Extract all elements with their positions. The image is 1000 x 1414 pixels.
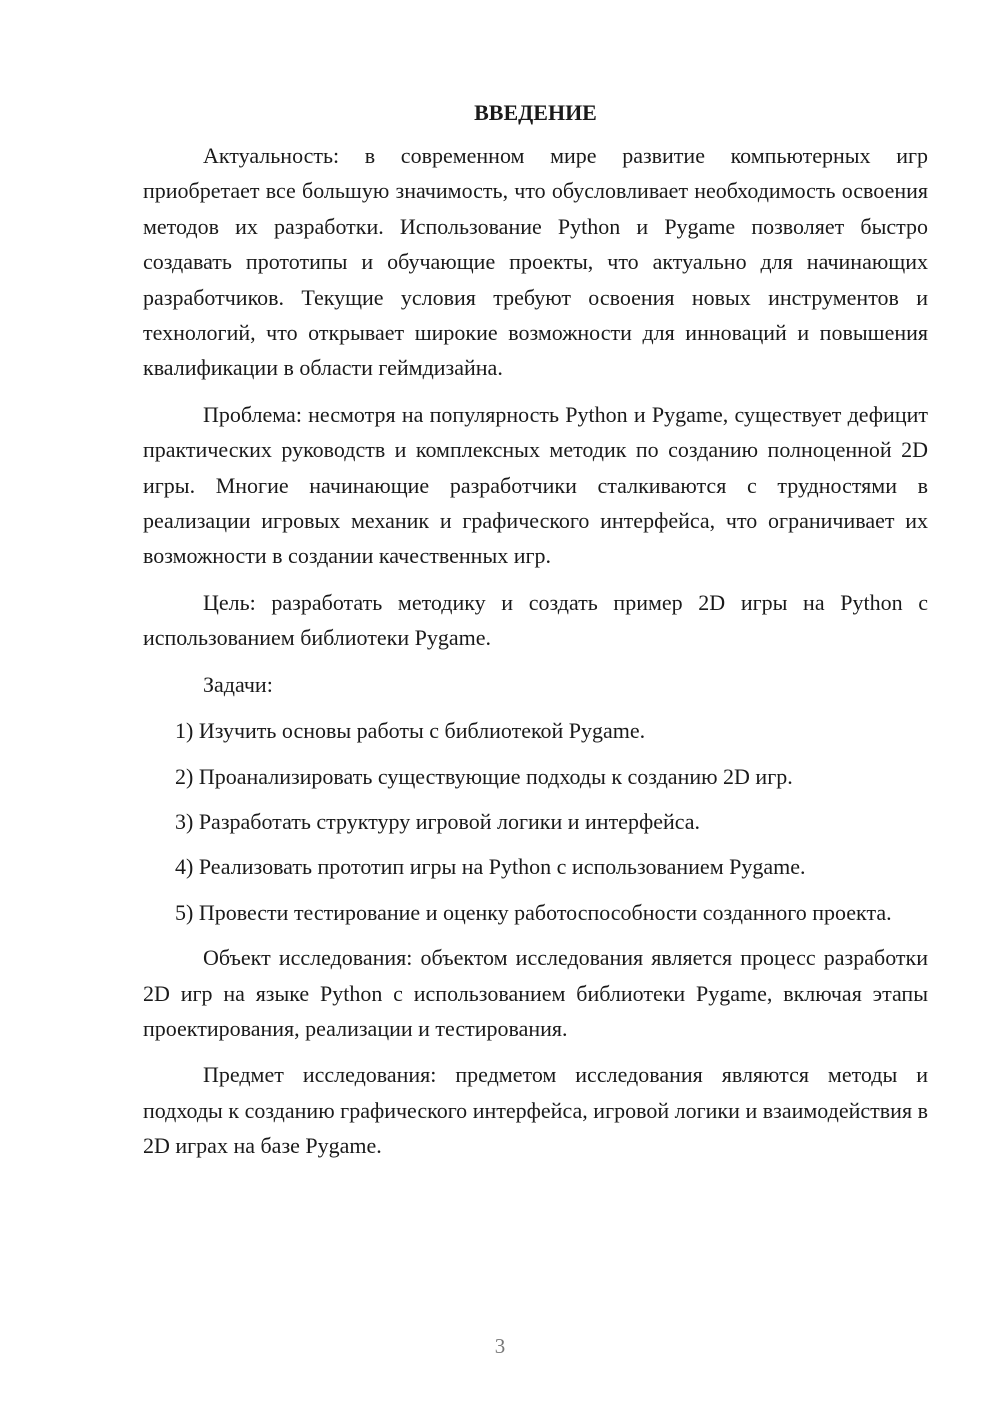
task-item: 2) Проанализировать существующие подходы к созданию 2D игр. — [175, 763, 793, 789]
page-content — [143, 95, 928, 1175]
task-item: 4) Реализовать прототип игры на Python с использованием Pygame. — [175, 854, 806, 880]
relevance-paragraph: Актуальность: в современном мире развитие компьютерных игр приобретает все большую значимость, что обусловливает необходимость освоения методов их разработки. Использование Python и Pygame позволяет быстро создавать прототипы и обучающие проекты, что актуально для начинающих разработчиков. Текущие условия требуют освоения новых инструментов и технологий, что открывает широкие возможности для инноваций и повышения квалификации в области геймдизайна. — [143, 143, 928, 381]
object-paragraph: Объект исследования: объектом исследования является процесс разработки 2D игр на языке Python с использованием библиотеки Pygame, включая этапы проектирования, реализации и тестирования. — [143, 945, 928, 1041]
problem-paragraph: Проблема: несмотря на популярность Python и Pygame, существует дефицит практических руководств и комплексных методик по созданию полноценной 2D игры. Многие начинающие разработчики сталкиваются с трудностями в реализации игровых механик и графического интерфейса, что ограничивает их возможности в создании качественных игр. — [143, 401, 928, 569]
section-heading: ВВЕДЕНИЕ — [474, 100, 597, 125]
task-item: 5) Провести тестирование и оценку работоспособности созданного проекта. — [175, 899, 892, 925]
task-item: 3) Разработать структуру игровой логики и интерфейса. — [175, 808, 701, 834]
tasks-list — [143, 713, 928, 930]
tasks-label: Задачи: — [203, 671, 273, 697]
goal-paragraph: Цель: разработать методику и создать пример 2D игры на Python с использованием библиотеки Pygame. — [143, 589, 928, 651]
subject-paragraph: Предмет исследования: предметом исследования являются методы и подходы к созданию графического интерфейса, игровой логики и взаимодействия в 2D играх на базе Pygame. — [143, 1062, 928, 1159]
page-number: 3 — [494, 1334, 506, 1358]
task-item: 1) Изучить основы работы с библиотекой Pygame. — [175, 718, 646, 744]
